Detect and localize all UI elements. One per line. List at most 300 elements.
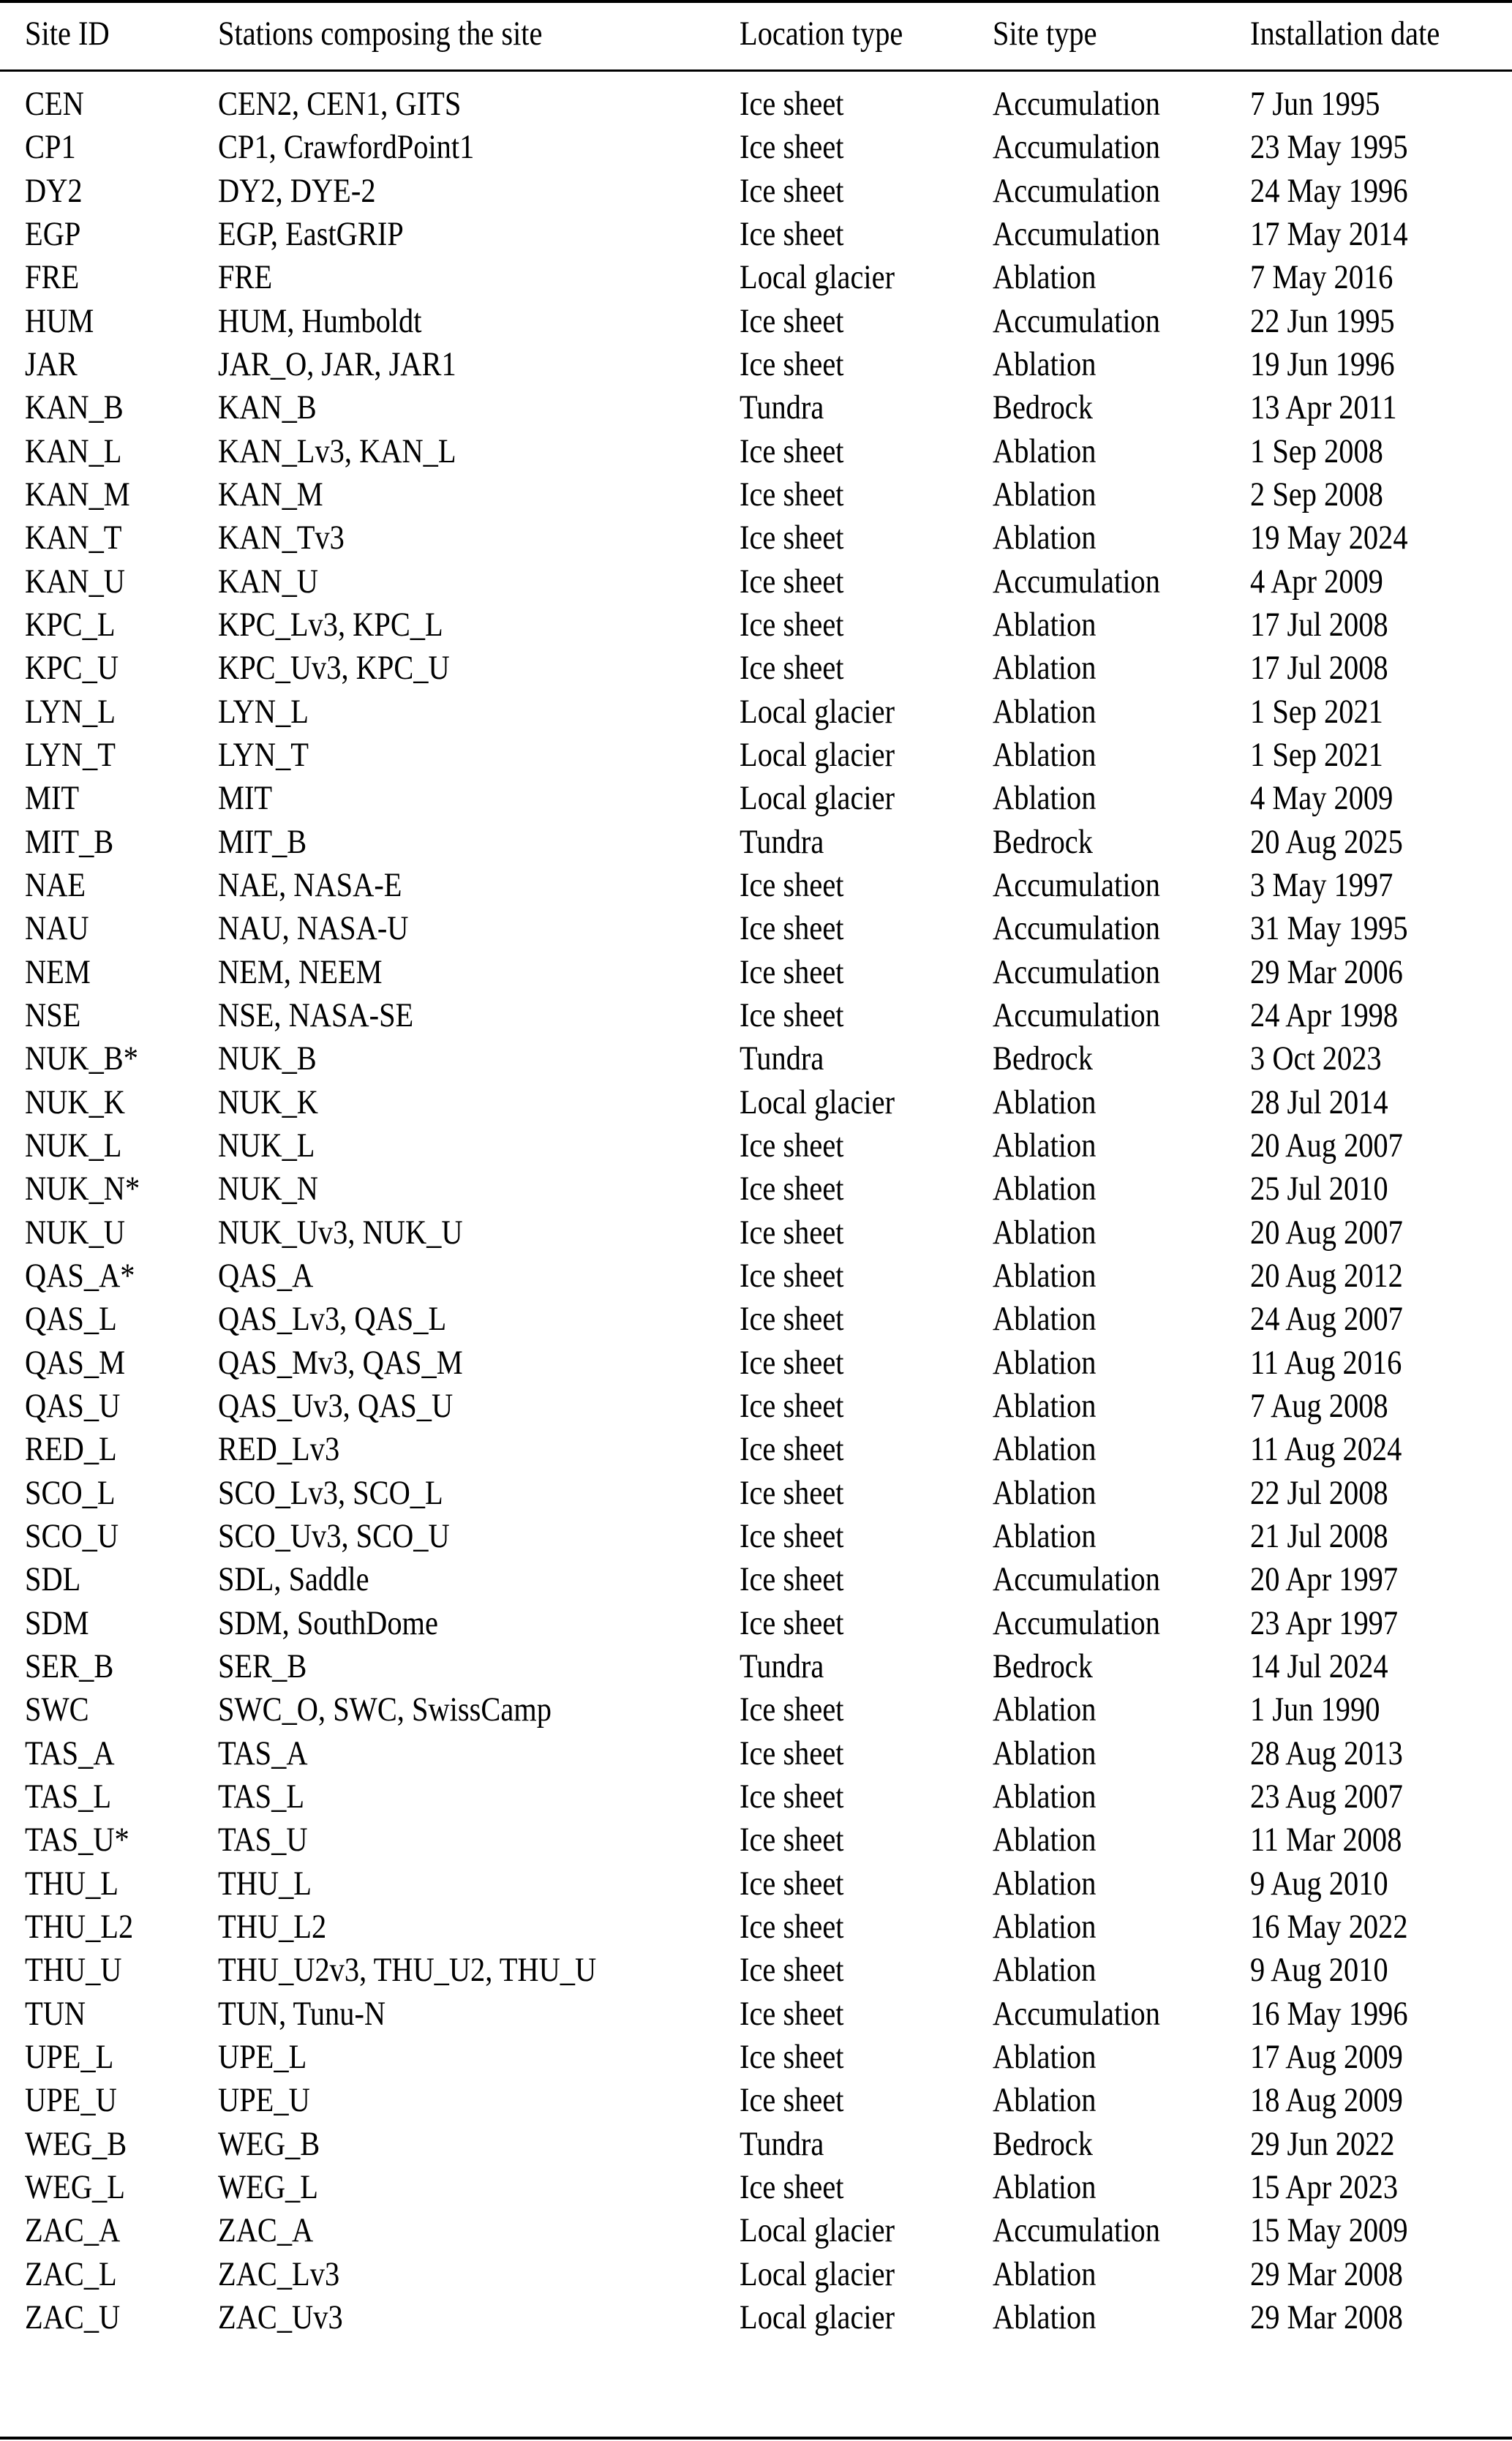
cell-site-id: EGP	[25, 214, 81, 253]
cell-site-type: Ablation	[993, 519, 1097, 557]
cell-site-id: NEM	[25, 952, 91, 991]
cell-stations: ZAC_Uv3	[218, 2298, 343, 2336]
table-row	[0, 776, 1512, 820]
cell-stations: CEN2, CEN1, GITS	[218, 85, 462, 123]
cell-site-id: NAU	[25, 909, 89, 948]
cell-location-type: Local glacier	[740, 2254, 895, 2293]
cell-site-id: NUK_B*	[25, 1039, 138, 1078]
cell-installation-date: 29 Jun 2022	[1250, 2124, 1395, 2163]
table-row	[0, 2035, 1512, 2079]
cell-location-type: Ice sheet	[740, 2081, 844, 2120]
cell-installation-date: 13 Apr 2011	[1250, 388, 1397, 427]
cell-location-type: Local glacier	[740, 2298, 895, 2336]
cell-site-type: Ablation	[993, 1516, 1097, 1555]
cell-stations: SWC_O, SWC, SwissCamp	[218, 1690, 552, 1729]
cell-site-type: Accumulation	[993, 996, 1160, 1034]
table-row	[0, 385, 1512, 429]
cell-site-id: UPE_U	[25, 2081, 117, 2120]
cell-stations: NUK_B	[218, 1039, 317, 1078]
cell-stations: UPE_U	[218, 2081, 310, 2120]
cell-installation-date: 7 May 2016	[1250, 258, 1393, 297]
cell-site-id: MIT_B	[25, 822, 114, 861]
cell-stations: NAE, NASA-E	[218, 865, 402, 904]
cell-site-id: SER_B	[25, 1647, 114, 1685]
cell-site-id: SWC	[25, 1690, 89, 1729]
table-row	[0, 2252, 1512, 2296]
cell-site-id: MIT	[25, 779, 80, 818]
cell-stations: RED_Lv3	[218, 1430, 340, 1469]
cell-location-type: Tundra	[740, 822, 824, 861]
cell-stations: NUK_N	[218, 1170, 318, 1208]
table-row	[0, 1557, 1512, 1601]
table-row	[0, 125, 1512, 169]
table-row	[0, 1601, 1512, 1645]
table-row	[0, 1775, 1512, 1818]
cell-stations: WEG_L	[218, 2167, 318, 2206]
cell-stations: SCO_Uv3, SCO_U	[218, 1516, 450, 1555]
cell-installation-date: 20 Aug 2007	[1250, 1126, 1403, 1165]
cell-installation-date: 28 Aug 2013	[1250, 1734, 1403, 1772]
cell-location-type: Ice sheet	[740, 1690, 844, 1729]
cell-installation-date: 17 Jul 2008	[1250, 605, 1388, 644]
table-row	[0, 1948, 1512, 1992]
cell-location-type: Ice sheet	[740, 214, 844, 253]
table-row	[0, 82, 1512, 126]
cell-location-type: Ice sheet	[740, 909, 844, 948]
cell-installation-date: 24 Apr 1998	[1250, 996, 1399, 1034]
cell-location-type: Ice sheet	[740, 1734, 844, 1772]
cell-installation-date: 4 Apr 2009	[1250, 562, 1383, 601]
cell-installation-date: 24 Aug 2007	[1250, 1300, 1403, 1339]
header-site-id: Site ID	[25, 15, 110, 53]
table-row	[0, 473, 1512, 516]
cell-site-type: Ablation	[993, 735, 1097, 774]
cell-stations: NUK_Uv3, NUK_U	[218, 1213, 463, 1252]
cell-installation-date: 25 Jul 2010	[1250, 1170, 1388, 1208]
cell-installation-date: 3 Oct 2023	[1250, 1039, 1382, 1078]
header-location-type: Location type	[740, 15, 903, 53]
cell-location-type: Local glacier	[740, 692, 895, 731]
cell-installation-date: 29 Mar 2008	[1250, 2254, 1403, 2293]
cell-location-type: Ice sheet	[740, 605, 844, 644]
table-row	[0, 2122, 1512, 2166]
cell-site-id: DY2	[25, 171, 83, 210]
cell-stations: HUM, Humboldt	[218, 301, 422, 340]
cell-installation-date: 1 Sep 2021	[1250, 735, 1383, 774]
cell-site-type: Accumulation	[993, 301, 1160, 340]
cell-location-type: Ice sheet	[740, 562, 844, 601]
table-row	[0, 646, 1512, 690]
header-installation-date: Installation date	[1250, 15, 1440, 53]
cell-location-type: Ice sheet	[740, 475, 844, 514]
table-row	[0, 560, 1512, 603]
cell-site-id: HUM	[25, 301, 94, 340]
cell-site-type: Bedrock	[993, 822, 1093, 861]
cell-site-type: Ablation	[993, 345, 1097, 383]
table-row	[0, 603, 1512, 647]
cell-installation-date: 11 Aug 2016	[1250, 1343, 1402, 1382]
cell-stations: KAN_M	[218, 475, 323, 514]
cell-location-type: Ice sheet	[740, 996, 844, 1034]
table-row	[0, 299, 1512, 343]
table-bottom-rule	[0, 2437, 1512, 2440]
cell-installation-date: 21 Jul 2008	[1250, 1516, 1388, 1555]
table-row	[0, 950, 1512, 994]
cell-stations: MIT	[218, 779, 273, 818]
cell-stations: ZAC_A	[218, 2211, 314, 2250]
cell-location-type: Ice sheet	[740, 128, 844, 167]
cell-site-type: Bedrock	[993, 2124, 1093, 2163]
cell-site-id: NUK_L	[25, 1126, 122, 1165]
cell-stations: NUK_K	[218, 1083, 318, 1121]
cell-site-type: Accumulation	[993, 562, 1160, 601]
cell-location-type: Ice sheet	[740, 1516, 844, 1555]
cell-stations: QAS_Mv3, QAS_M	[218, 1343, 463, 1382]
cell-stations: SDL, Saddle	[218, 1560, 369, 1599]
cell-installation-date: 29 Mar 2008	[1250, 2298, 1403, 2336]
table-row	[0, 516, 1512, 560]
cell-installation-date: 20 Aug 2007	[1250, 1213, 1403, 1252]
cell-location-type: Ice sheet	[740, 1560, 844, 1599]
cell-stations: FRE	[218, 258, 273, 297]
cell-site-type: Ablation	[993, 1430, 1097, 1469]
cell-site-id: SDL	[25, 1560, 81, 1599]
table-row	[0, 1037, 1512, 1080]
cell-installation-date: 20 Aug 2012	[1250, 1256, 1403, 1295]
cell-location-type: Ice sheet	[740, 1864, 844, 1903]
cell-installation-date: 14 Jul 2024	[1250, 1647, 1388, 1685]
cell-stations: QAS_Uv3, QAS_U	[218, 1386, 454, 1425]
cell-installation-date: 7 Aug 2008	[1250, 1386, 1388, 1425]
cell-location-type: Ice sheet	[740, 2167, 844, 2206]
cell-installation-date: 4 May 2009	[1250, 779, 1393, 818]
cell-stations: TAS_U	[218, 1821, 308, 1859]
cell-site-type: Ablation	[993, 779, 1097, 818]
cell-site-type: Ablation	[993, 649, 1097, 688]
cell-stations: SDM, SouthDome	[218, 1603, 438, 1642]
cell-installation-date: 19 Jun 1996	[1250, 345, 1395, 383]
cell-site-id: KAN_U	[25, 562, 125, 601]
cell-site-id: ZAC_U	[25, 2298, 121, 2336]
cell-installation-date: 1 Sep 2008	[1250, 432, 1383, 470]
cell-location-type: Ice sheet	[740, 2037, 844, 2076]
cell-stations: TAS_L	[218, 1777, 305, 1816]
cell-site-id: SCO_L	[25, 1473, 116, 1512]
cell-installation-date: 20 Aug 2025	[1250, 822, 1403, 861]
header-site-type: Site type	[993, 15, 1097, 53]
cell-stations: THU_U2v3, THU_U2, THU_U	[218, 1951, 597, 1990]
cell-site-type: Ablation	[993, 2037, 1097, 2076]
table-top-rule	[0, 0, 1512, 3]
cell-stations: LYN_T	[218, 735, 309, 774]
cell-site-type: Accumulation	[993, 128, 1160, 167]
table-row	[0, 1297, 1512, 1341]
cell-site-type: Ablation	[993, 2298, 1097, 2336]
cell-site-type: Ablation	[993, 475, 1097, 514]
table-row	[0, 1341, 1512, 1385]
cell-stations: KPC_Lv3, KPC_L	[218, 605, 443, 644]
cell-site-type: Ablation	[993, 258, 1097, 297]
cell-site-id: KAN_L	[25, 432, 122, 470]
table-row	[0, 1862, 1512, 1906]
cell-location-type: Ice sheet	[740, 1777, 844, 1816]
cell-stations: TUN, Tunu-N	[218, 1994, 386, 2033]
cell-installation-date: 17 Jul 2008	[1250, 649, 1388, 688]
cell-installation-date: 18 Aug 2009	[1250, 2081, 1403, 2120]
cell-site-type: Accumulation	[993, 1994, 1160, 2033]
cell-location-type: Ice sheet	[740, 1343, 844, 1382]
table-row	[0, 212, 1512, 256]
cell-location-type: Ice sheet	[740, 1300, 844, 1339]
cell-site-type: Ablation	[993, 1864, 1097, 1903]
cell-location-type: Ice sheet	[740, 865, 844, 904]
cell-installation-date: 17 May 2014	[1250, 214, 1408, 253]
cell-installation-date: 28 Jul 2014	[1250, 1083, 1388, 1121]
table-row	[0, 863, 1512, 907]
table-row	[0, 1644, 1512, 1688]
cell-location-type: Ice sheet	[740, 649, 844, 688]
table-row	[0, 2165, 1512, 2209]
table-row	[0, 906, 1512, 950]
cell-stations: UPE_L	[218, 2037, 307, 2076]
table-row	[0, 993, 1512, 1037]
cell-site-type: Ablation	[993, 1083, 1097, 1121]
cell-stations: NUK_L	[218, 1126, 315, 1165]
table-row	[0, 690, 1512, 734]
cell-location-type: Local glacier	[740, 1083, 895, 1121]
cell-site-type: Accumulation	[993, 85, 1160, 123]
table-row	[0, 1427, 1512, 1471]
cell-site-id: NUK_K	[25, 1083, 125, 1121]
cell-site-type: Ablation	[993, 1951, 1097, 1990]
cell-stations: ZAC_Lv3	[218, 2254, 340, 2293]
cell-installation-date: 1 Sep 2021	[1250, 692, 1383, 731]
cell-site-id: KPC_U	[25, 649, 119, 688]
table-row	[0, 1211, 1512, 1255]
cell-location-type: Ice sheet	[740, 301, 844, 340]
table-row	[0, 1514, 1512, 1558]
cell-site-type: Ablation	[993, 1690, 1097, 1729]
cell-site-type: Bedrock	[993, 1039, 1093, 1078]
cell-location-type: Tundra	[740, 2124, 824, 2163]
cell-stations: KPC_Uv3, KPC_U	[218, 649, 450, 688]
table-header-row	[0, 12, 1512, 56]
cell-location-type: Ice sheet	[740, 432, 844, 470]
cell-stations: KAN_Lv3, KAN_L	[218, 432, 456, 470]
cell-location-type: Local glacier	[740, 258, 895, 297]
cell-site-type: Ablation	[993, 605, 1097, 644]
cell-site-type: Accumulation	[993, 2211, 1160, 2250]
cell-site-id: NUK_N*	[25, 1170, 140, 1208]
cell-site-id: NUK_U	[25, 1213, 125, 1252]
cell-site-type: Ablation	[993, 2081, 1097, 2120]
table-header-rule	[0, 69, 1512, 72]
table-row	[0, 2295, 1512, 2339]
cell-site-id: JAR	[25, 345, 78, 383]
cell-site-type: Ablation	[993, 1343, 1097, 1382]
cell-installation-date: 2 Sep 2008	[1250, 475, 1383, 514]
cell-stations: SER_B	[218, 1647, 307, 1685]
cell-location-type: Ice sheet	[740, 519, 844, 557]
cell-location-type: Local glacier	[740, 2211, 895, 2250]
cell-site-type: Accumulation	[993, 865, 1160, 904]
cell-installation-date: 15 May 2009	[1250, 2211, 1408, 2250]
table-row	[0, 1688, 1512, 1731]
cell-site-id: THU_L2	[25, 1907, 134, 1946]
cell-site-type: Accumulation	[993, 1560, 1160, 1599]
cell-site-id: SDM	[25, 1603, 89, 1642]
cell-location-type: Local glacier	[740, 779, 895, 818]
cell-installation-date: 11 Mar 2008	[1250, 1821, 1402, 1859]
cell-installation-date: 29 Mar 2006	[1250, 952, 1403, 991]
cell-site-id: ZAC_A	[25, 2211, 121, 2250]
cell-site-id: ZAC_L	[25, 2254, 117, 2293]
cell-site-type: Bedrock	[993, 388, 1093, 427]
cell-stations: JAR_O, JAR, JAR1	[218, 345, 456, 383]
cell-site-id: LYN_L	[25, 692, 116, 731]
cell-site-id: RED_L	[25, 1430, 117, 1469]
cell-site-id: QAS_M	[25, 1343, 126, 1382]
cell-stations: THU_L	[218, 1864, 312, 1903]
cell-location-type: Ice sheet	[740, 345, 844, 383]
table-row	[0, 342, 1512, 386]
cell-location-type: Ice sheet	[740, 1994, 844, 2033]
cell-site-id: KAN_T	[25, 519, 122, 557]
cell-site-type: Ablation	[993, 1386, 1097, 1425]
cell-location-type: Ice sheet	[740, 85, 844, 123]
cell-location-type: Tundra	[740, 1039, 824, 1078]
table-row	[0, 1167, 1512, 1211]
cell-stations: CP1, CrawfordPoint1	[218, 128, 475, 167]
cell-site-type: Ablation	[993, 692, 1097, 731]
cell-installation-date: 23 Apr 1997	[1250, 1603, 1399, 1642]
cell-stations: QAS_A	[218, 1256, 314, 1295]
cell-site-type: Ablation	[993, 1473, 1097, 1512]
cell-installation-date: 1 Jun 1990	[1250, 1690, 1380, 1729]
cell-installation-date: 7 Jun 1995	[1250, 85, 1380, 123]
cell-installation-date: 22 Jun 1995	[1250, 301, 1395, 340]
cell-stations: WEG_B	[218, 2124, 320, 2163]
table-row	[0, 429, 1512, 473]
cell-location-type: Ice sheet	[740, 1430, 844, 1469]
cell-location-type: Ice sheet	[740, 171, 844, 210]
cell-site-type: Accumulation	[993, 1603, 1160, 1642]
cell-installation-date: 3 May 1997	[1250, 865, 1393, 904]
cell-site-id: THU_U	[25, 1951, 122, 1990]
cell-site-id: CP1	[25, 128, 76, 167]
cell-location-type: Ice sheet	[740, 952, 844, 991]
cell-installation-date: 9 Aug 2010	[1250, 1864, 1388, 1903]
cell-stations: DY2, DYE-2	[218, 171, 376, 210]
cell-site-id: THU_L	[25, 1864, 119, 1903]
cell-location-type: Local glacier	[740, 735, 895, 774]
cell-installation-date: 17 Aug 2009	[1250, 2037, 1403, 2076]
cell-site-id: CEN	[25, 85, 84, 123]
table-row	[0, 1818, 1512, 1862]
cell-stations: NAU, NASA-U	[218, 909, 409, 948]
cell-site-type: Ablation	[993, 1300, 1097, 1339]
cell-location-type: Ice sheet	[740, 1951, 844, 1990]
cell-site-type: Ablation	[993, 432, 1097, 470]
cell-site-id: LYN_T	[25, 735, 116, 774]
cell-location-type: Ice sheet	[740, 1213, 844, 1252]
table-row	[0, 1254, 1512, 1298]
cell-site-id: TAS_U*	[25, 1821, 129, 1859]
cell-site-type: Ablation	[993, 2254, 1097, 2293]
cell-site-id: QAS_U	[25, 1386, 121, 1425]
cell-installation-date: 23 May 1995	[1250, 128, 1408, 167]
table-row	[0, 1905, 1512, 1949]
cell-location-type: Ice sheet	[740, 1126, 844, 1165]
cell-installation-date: 16 May 1996	[1250, 1994, 1408, 2033]
cell-installation-date: 9 Aug 2010	[1250, 1951, 1388, 1990]
cell-site-id: TUN	[25, 1994, 86, 2033]
cell-installation-date: 15 Apr 2023	[1250, 2167, 1399, 2206]
cell-installation-date: 20 Apr 1997	[1250, 1560, 1399, 1599]
cell-site-id: WEG_B	[25, 2124, 127, 2163]
cell-site-id: QAS_L	[25, 1300, 117, 1339]
cell-location-type: Ice sheet	[740, 1907, 844, 1946]
cell-site-id: NSE	[25, 996, 81, 1034]
cell-site-type: Accumulation	[993, 171, 1160, 210]
cell-location-type: Ice sheet	[740, 1603, 844, 1642]
table-row	[0, 1124, 1512, 1167]
cell-site-id: KAN_B	[25, 388, 124, 427]
cell-site-id: SCO_U	[25, 1516, 119, 1555]
cell-location-type: Ice sheet	[740, 1386, 844, 1425]
cell-site-type: Ablation	[993, 1213, 1097, 1252]
cell-site-id: TAS_L	[25, 1777, 112, 1816]
cell-site-id: KAN_M	[25, 475, 130, 514]
cell-stations: EGP, EastGRIP	[218, 214, 404, 253]
cell-stations: MIT_B	[218, 822, 307, 861]
cell-site-type: Ablation	[993, 1126, 1097, 1165]
cell-site-type: Ablation	[993, 2167, 1097, 2206]
cell-location-type: Ice sheet	[740, 1256, 844, 1295]
cell-installation-date: 11 Aug 2024	[1250, 1430, 1402, 1469]
cell-site-type: Accumulation	[993, 909, 1160, 948]
cell-stations: TAS_A	[218, 1734, 308, 1772]
table-row	[0, 2208, 1512, 2252]
cell-site-type: Ablation	[993, 1734, 1097, 1772]
cell-stations: THU_L2	[218, 1907, 327, 1946]
cell-site-type: Accumulation	[993, 214, 1160, 253]
cell-site-type: Accumulation	[993, 952, 1160, 991]
table-row	[0, 1731, 1512, 1775]
cell-installation-date: 24 May 1996	[1250, 171, 1408, 210]
cell-installation-date: 31 May 1995	[1250, 909, 1408, 948]
cell-site-type: Ablation	[993, 1256, 1097, 1295]
cell-location-type: Ice sheet	[740, 1473, 844, 1512]
cell-stations: QAS_Lv3, QAS_L	[218, 1300, 447, 1339]
cell-site-id: KPC_L	[25, 605, 116, 644]
cell-site-id: TAS_A	[25, 1734, 115, 1772]
cell-stations: KAN_Tv3	[218, 519, 345, 557]
cell-site-type: Ablation	[993, 1907, 1097, 1946]
cell-site-type: Ablation	[993, 1821, 1097, 1859]
cell-installation-date: 22 Jul 2008	[1250, 1473, 1388, 1512]
cell-stations: LYN_L	[218, 692, 309, 731]
cell-site-type: Ablation	[993, 1777, 1097, 1816]
cell-location-type: Tundra	[740, 388, 824, 427]
cell-stations: NSE, NASA-SE	[218, 996, 414, 1034]
cell-installation-date: 23 Aug 2007	[1250, 1777, 1403, 1816]
cell-stations: NEM, NEEM	[218, 952, 383, 991]
table-row	[0, 169, 1512, 213]
cell-installation-date: 16 May 2022	[1250, 1907, 1408, 1946]
table-row	[0, 733, 1512, 777]
cell-stations: KAN_U	[218, 562, 318, 601]
